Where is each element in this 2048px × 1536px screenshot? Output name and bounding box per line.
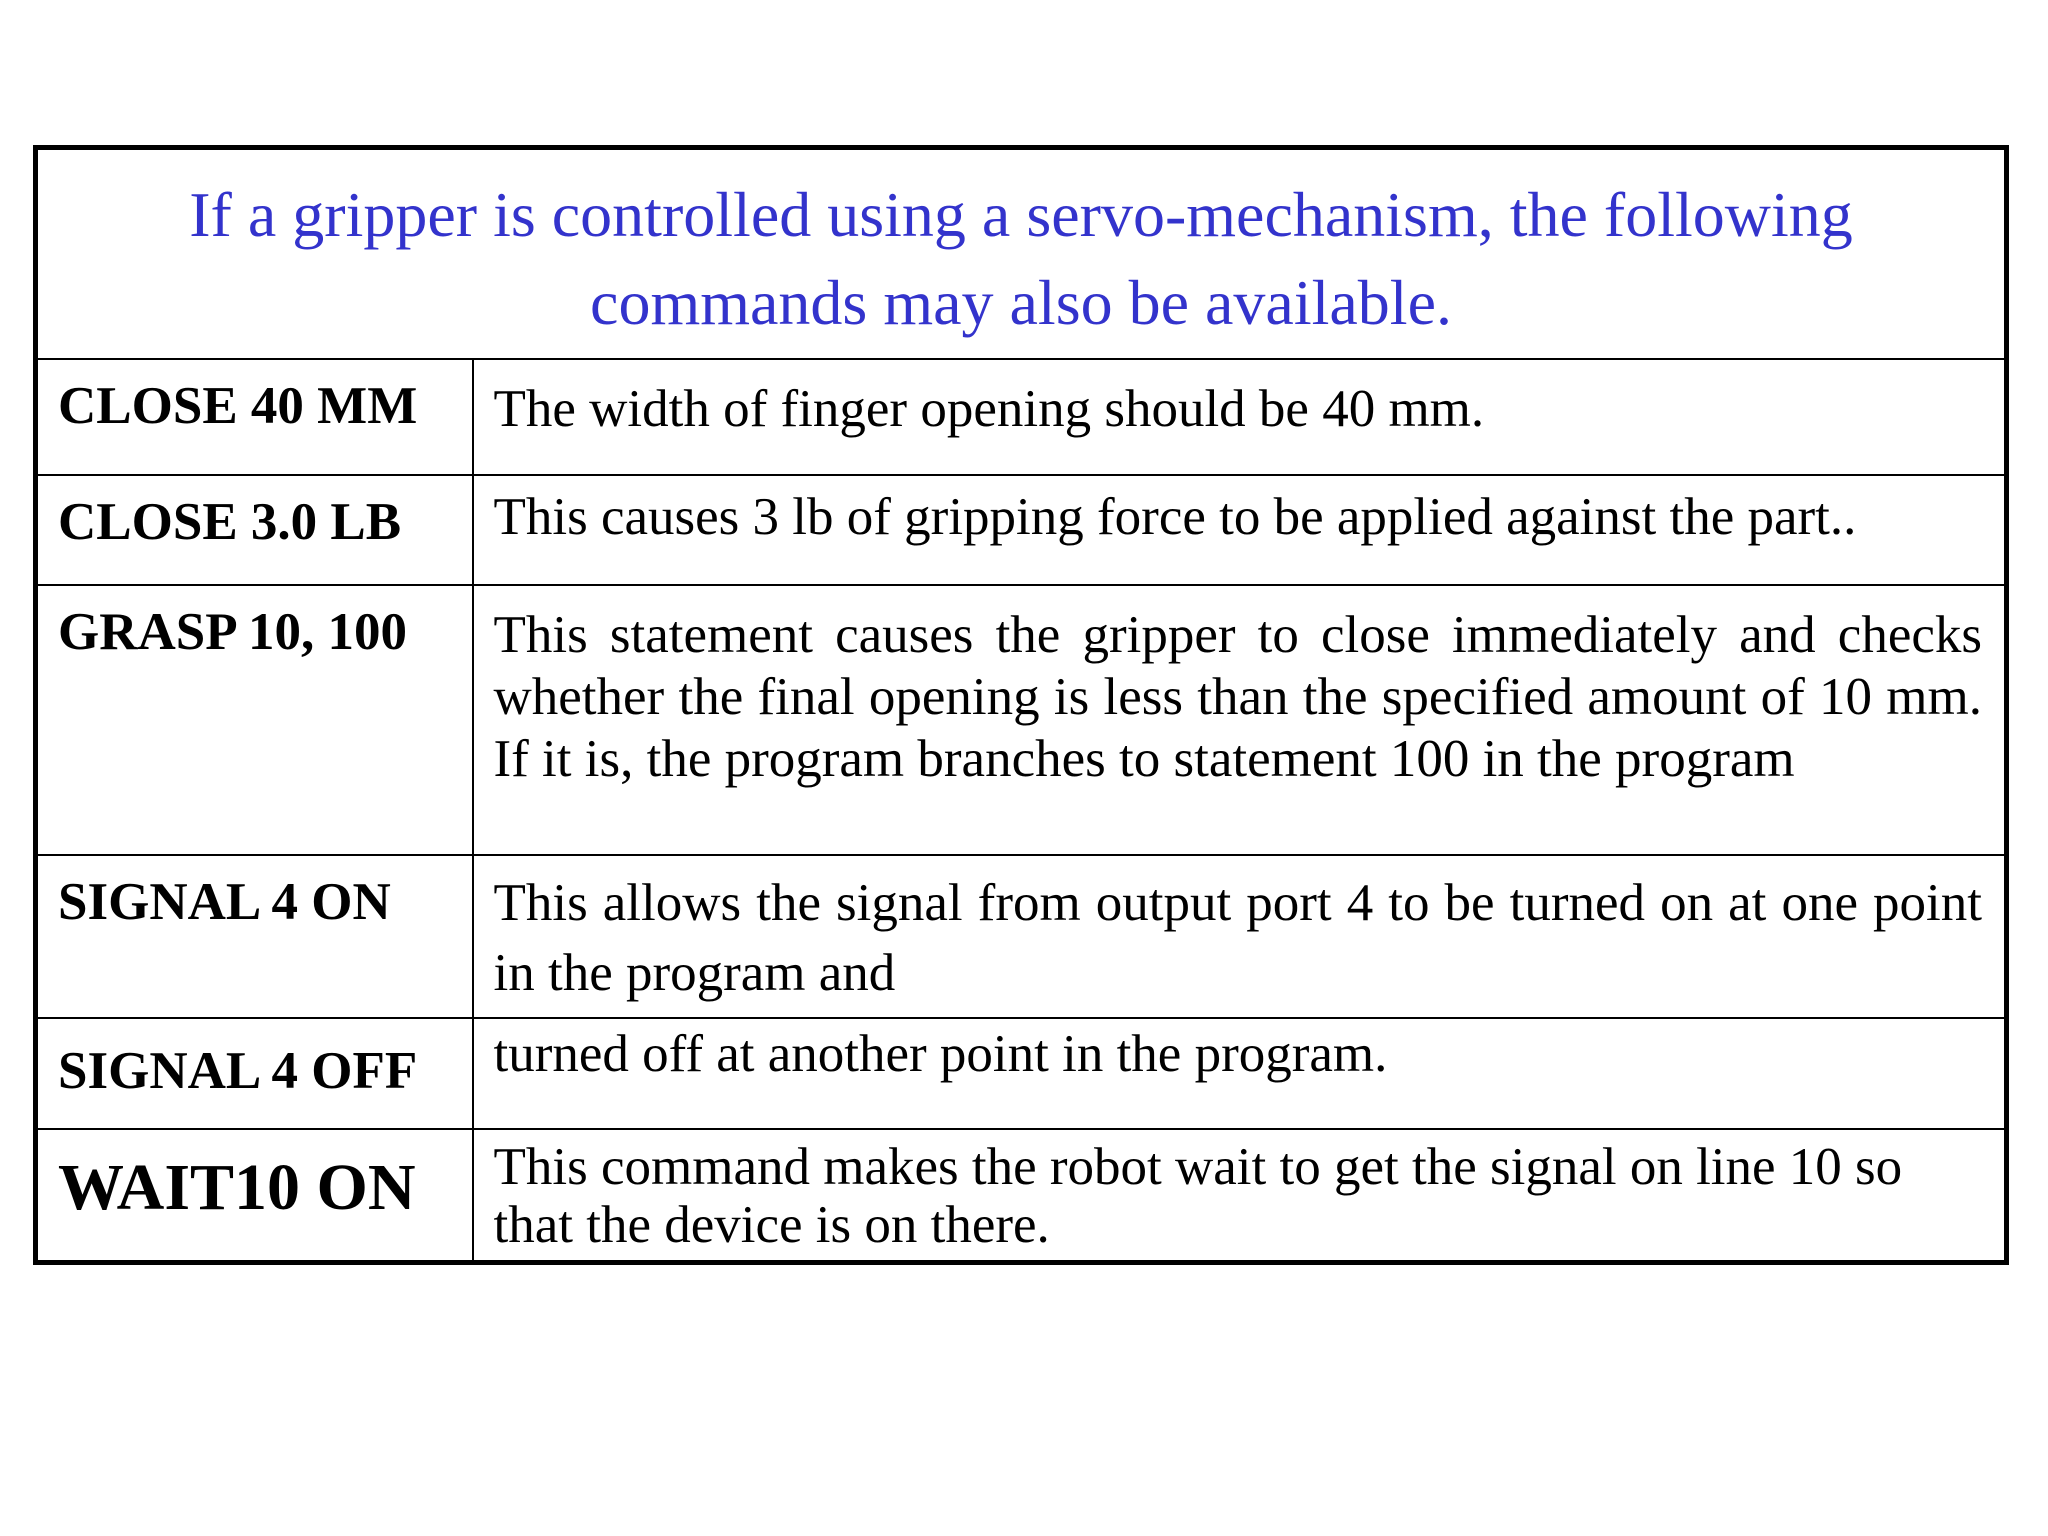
table-row [36, 585, 2007, 855]
table-header-row [36, 148, 2007, 360]
command-cell: CLOSE 40 MM [36, 359, 473, 475]
description-cell: This command makes the robot wait to get the signal on line 10 so that the device is on there. [473, 1129, 2007, 1263]
description-cell: turned off at another point in the program. [473, 1018, 2007, 1129]
command-cell: WAIT10 ON [36, 1129, 473, 1263]
table-row [36, 359, 2007, 475]
table-row [36, 1129, 2007, 1263]
command-cell: CLOSE 3.0 LB [36, 475, 473, 585]
description-cell: The width of finger opening should be 40 mm. [473, 359, 2007, 475]
command-cell: GRASP 10, 100 [36, 585, 473, 855]
table-row [36, 855, 2007, 1018]
command-cell: SIGNAL 4 OFF [36, 1018, 473, 1129]
table-row [36, 1018, 2007, 1129]
description-cell: This causes 3 lb of gripping force to be applied against the part.. [473, 475, 2007, 585]
table-header-text: If a gripper is controlled using a servo-mechanism, the following commands may also be available. [36, 148, 2007, 360]
description-cell: This statement causes the gripper to close immediately and checks whether the final opening is less than the specified amount of 10 mm. If it is, the program branches to statement 100 in the program [473, 585, 2007, 855]
description-cell: This allows the signal from output port 4 to be turned on at one point in the program and [473, 855, 2007, 1018]
commands-table [33, 145, 2009, 1265]
command-cell: SIGNAL 4 ON [36, 855, 473, 1018]
table-row [36, 475, 2007, 585]
